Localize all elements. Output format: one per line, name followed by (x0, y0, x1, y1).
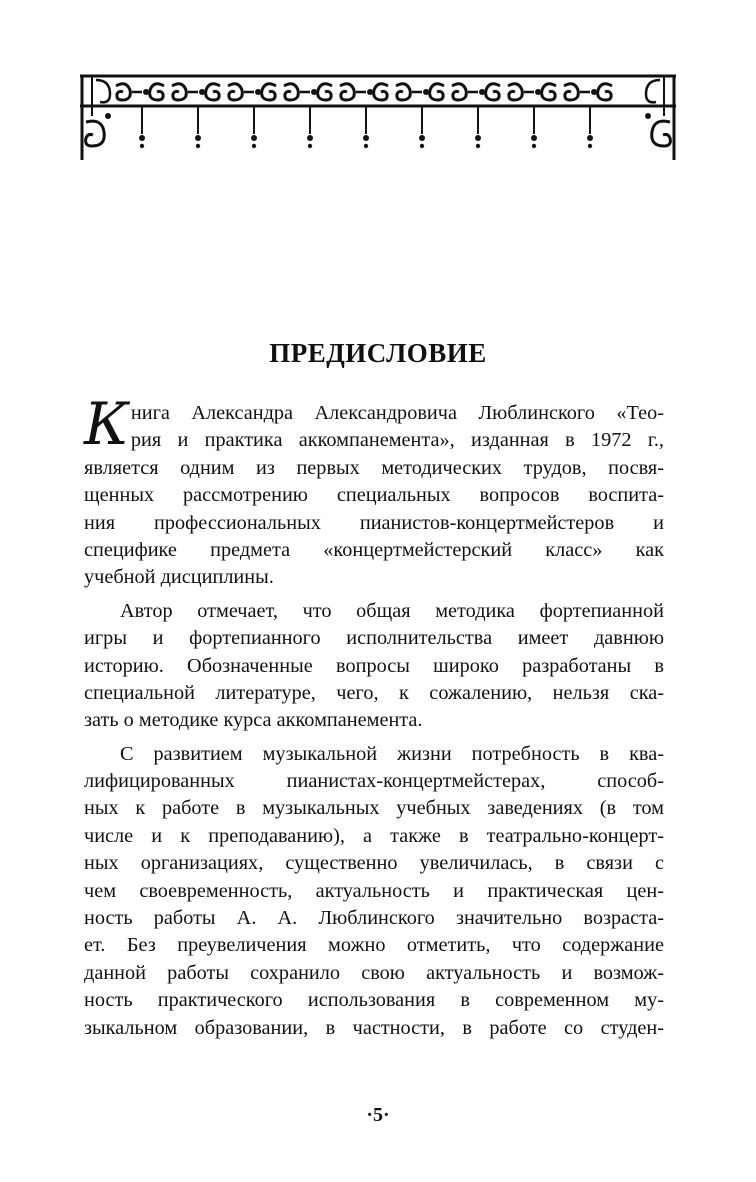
text-line: ность практического использования в современном му- (84, 989, 664, 1012)
text-line: рия и практика аккомпанемента», изданная в 1972 г., (130, 429, 664, 452)
text-line: ния профессиональных пианистов-концертмейстеров и (84, 511, 664, 534)
text-line: чем своевременность, актуальность и практическая цен- (84, 879, 664, 902)
body-text (84, 390, 664, 1042)
text-line: ность работы А. А. Люблинского значительно возраста- (84, 907, 664, 930)
page-number: ·5· (366, 1104, 390, 1126)
text-line: лифицированных пианистах-концертмейстерах, способ- (84, 770, 664, 793)
text-line: историю. Обозначенные вопросы широко разработаны в (84, 654, 664, 677)
text-line: является одним из первых методических трудов, посвя- (84, 456, 664, 479)
text-line: учебной дисциплины. (84, 566, 274, 589)
page-title: ПРЕДИСЛОВИЕ (269, 338, 487, 368)
drop-cap: К (84, 390, 129, 458)
text-line: ет. Без преувеличения можно отметить, что содержание (84, 934, 664, 957)
paragraph-3 (84, 741, 664, 1042)
text-line: специфике предмета «концертмейстерский класс» как (84, 538, 664, 561)
text-line: Автор отмечает, что общая методика фортепианной (120, 599, 664, 622)
text-line: щенных рассмотрению специальных вопросов воспита- (84, 484, 664, 507)
text-line: специальной литературе, чего, к сожалению, нельзя ска- (84, 681, 664, 704)
paragraph-1 (84, 390, 664, 592)
paragraph-2 (84, 598, 664, 735)
decorative-border-ornament (80, 72, 676, 164)
text-line: игры и фортепианного исполнительства имеет давнюю (84, 627, 664, 650)
text-line: нига Александра Александровича Люблинского «Тео- (130, 402, 664, 424)
text-line: зыкальном образовании, в частности, в работе со студен- (84, 1016, 664, 1039)
text-line: зать о методике курса аккомпанемента. (84, 709, 423, 732)
text-line: числе и к преподаванию), а также в театрально-концерт- (84, 824, 664, 847)
text-line: данной работы сохранило свою актуальность и возмож- (84, 961, 664, 984)
text-line: С развитием музыкальной жизни потребность в ква- (120, 742, 664, 765)
text-line: ных организациях, существенно увеличилась, в связи с (84, 852, 664, 875)
text-line: ных к работе в музыкальных учебных заведениях (в том (84, 797, 664, 820)
